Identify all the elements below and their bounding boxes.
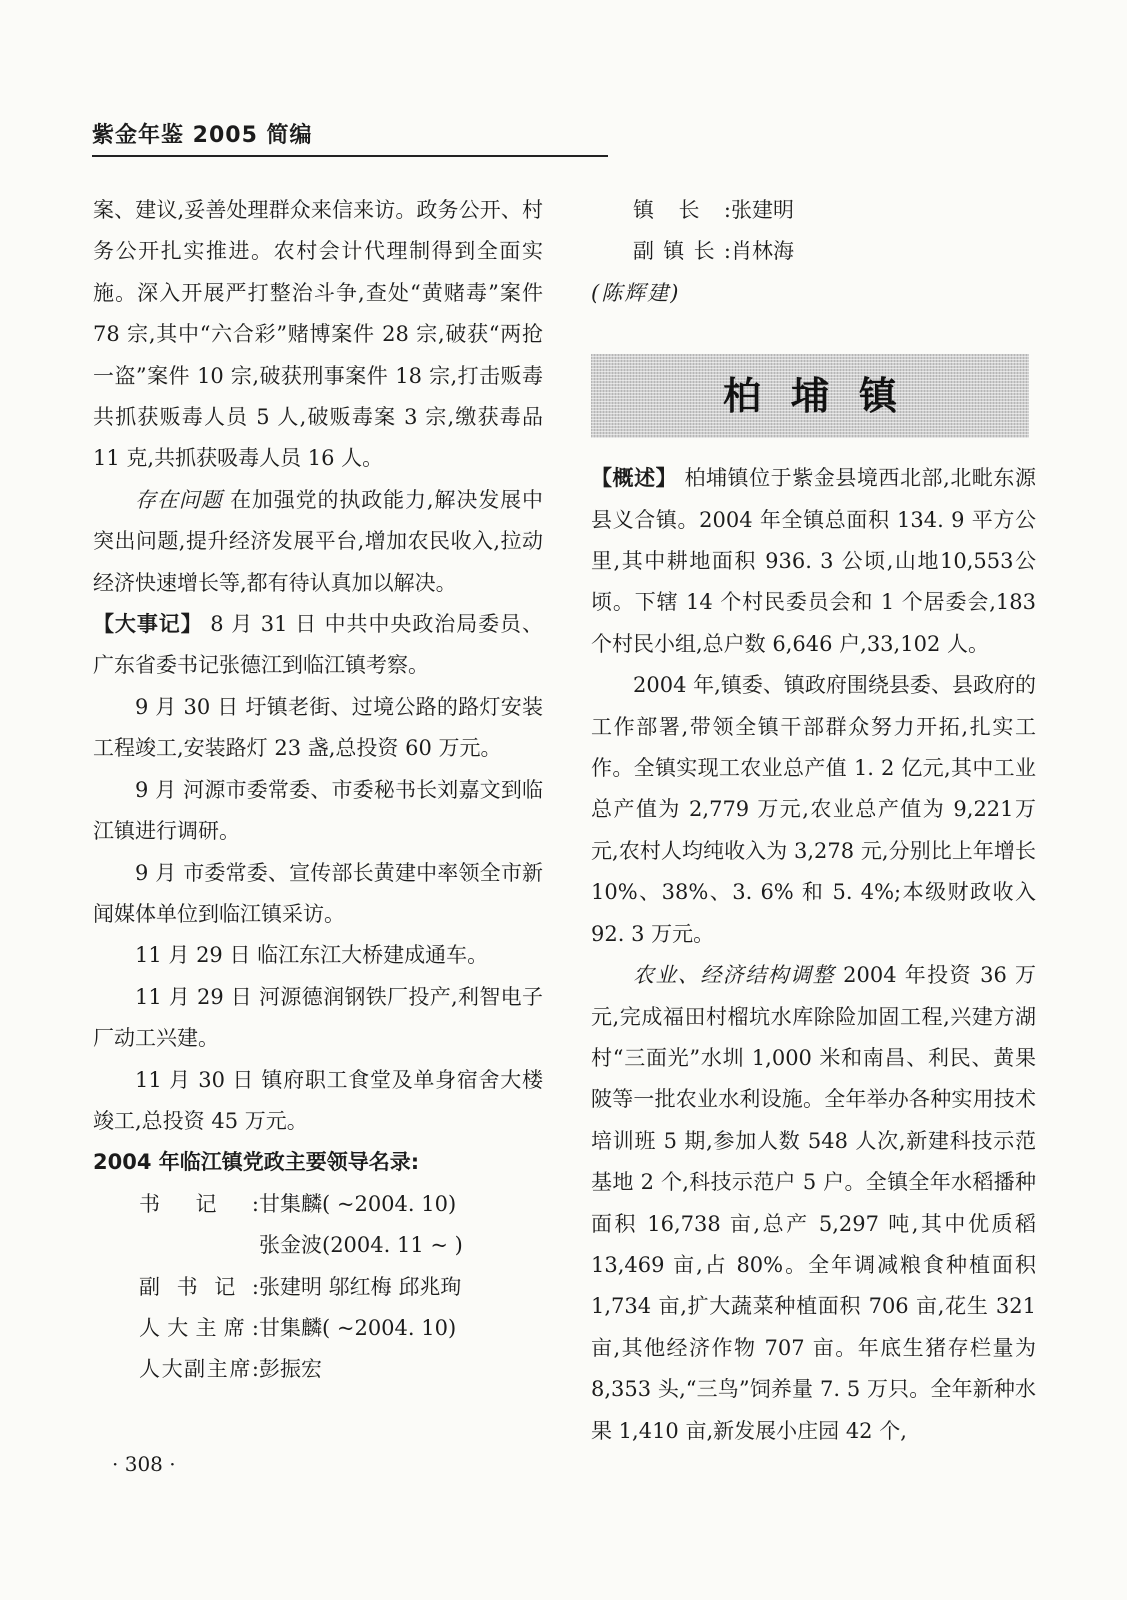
section-heading: 存在问题: [135, 487, 223, 512]
event-item: 9 月 市委常委、宣传部长黄建中率领全市新闻媒体单位到临江镇采访。: [93, 860, 543, 926]
section-heading: 农业、经济结构调整: [633, 963, 835, 988]
overview-paragraph: [591, 458, 1036, 665]
leader-role: 书记:: [139, 1191, 259, 1216]
event-item: 11 月 30 日 镇府职工食堂及单身宿舍大楼竣工,总投资 45 万元。: [93, 1067, 543, 1133]
paragraph-text: 2004 年投资 36 万元,完成福田村榴坑水库除险加固工程,兴建方湖村“三面光”水圳 1,000 米和南昌、利民、黄果陂等一批农业水利设施。全年举办各种实用技术培训班 5 期,参加人数 548 人次,新建科技示范基地 2 个,科技示范户 5 户。全镇全年水稻播种面积 16,738 亩,总产 5,297 吨,其中优质稻 13,469 亩,占 80%。全年调减粮食种植面积 1,734 亩,扩大蔬菜种植面积 706 亩,花生 321 亩,其他经济作物 707 亩。年底生猪存栏量为 8,353 头,“三鸟”饲养量 7. 5 万只。全年新种水果 1,410 亩,新发展小庄园 42 个,: [591, 963, 1036, 1443]
leader-name: 肖林海: [731, 239, 794, 264]
leader-name: 张金波(2004. 11 ~ ): [259, 1233, 463, 1258]
page-number: · 308 ·: [112, 1452, 176, 1476]
leader-row: [591, 231, 1036, 272]
right-column: [591, 190, 1036, 1452]
event-item: 9 月 河源市委常委、市委秘书长刘嘉文到临江镇进行调研。: [93, 777, 543, 844]
event-text: 8 月 31 日 中共中央政治局委员、广东省委书记张德江到临江镇考察。: [93, 612, 543, 678]
leader-row: [93, 1225, 543, 1266]
leader-row: [93, 1308, 543, 1349]
paragraph-text: 柏埔镇位于紫金县境西北部,北毗东源县义合镇。2004 年全镇总面积 134. 9 平方公里,其中耕地面积 936. 3 公顷,山地10,553公顷。下辖 14 个村民委员会和 1 个居委会,183 个村民小组,总户数 6,646 户,33,102 人。: [591, 466, 1036, 656]
leader-role: 人大副主席:: [139, 1357, 259, 1382]
event-item: 9 月 30 日 圩镇老街、过境公路的路灯安装工程竣工,安装路灯 23 盏,总投资 60 万元。: [93, 694, 543, 761]
left-column: [93, 190, 543, 1391]
leader-row: [93, 1349, 543, 1390]
leader-name: 张建明: [731, 198, 794, 222]
leader-row: [93, 1184, 543, 1225]
event-item: 11 月 29 日 河源德润钢铁厂投产,利智电子厂动工兴建。: [93, 984, 543, 1051]
author-byline: (陈辉建): [591, 280, 681, 305]
running-header: 紫金年鉴 2005 简编: [92, 123, 313, 148]
events-tag: 【大事记】: [93, 612, 203, 637]
agriculture-paragraph: [591, 955, 1036, 1452]
leaders-list: [93, 1184, 543, 1391]
leader-row: [591, 190, 1036, 231]
event-item: 11 月 29 日 临江东江大桥建成通车。: [135, 943, 489, 968]
section-title: 柏埔镇: [722, 373, 927, 418]
overview-tag: 【概述】: [591, 466, 678, 491]
paragraph: 2004 年,镇委、镇政府围绕县委、县政府的工作部署,带领全镇干部群众努力开拓,扎实工作。全镇实现工农业总产值 1. 2 亿元,其中工业总产值为 2,779 万元,农业总产值为 9,221万元,农村人均纯收入为 3,278 元,分别比上年增长 10%、38%、3. 6% 和 5. 4%;本级财政收入 92. 3 万元。: [591, 673, 1036, 946]
leader-name: 甘集麟( ~2004. 10): [259, 1191, 457, 1216]
leader-name: 彭振宏: [259, 1357, 322, 1382]
leader-role: 副镇长:: [633, 239, 731, 264]
problems-paragraph: [93, 480, 543, 604]
leader-row: [93, 1267, 543, 1308]
header-rule: [92, 155, 608, 157]
event-item: [93, 604, 543, 687]
section-banner: [591, 354, 1029, 438]
leader-role: 副书记:: [139, 1274, 259, 1299]
paragraph-text: 在加强党的执政能力,解决发展中突出问题,提升经济发展平台,增加农民收入,拉动经济快速增长等,都有待认真加以解决。: [93, 487, 543, 595]
leader-name: 张建明 邬红梅 邱兆珣: [259, 1274, 462, 1299]
leaders-title: 2004 年临江镇党政主要领导名录:: [93, 1150, 420, 1175]
paragraph: 案、建议,妥善处理群众来信来访。政务公开、村务公开扎实推进。农村会计代理制得到全面实施。深入开展严打整治斗争,查处“黄赌毒”案件 78 宗,其中“六合彩”赌博案件 28 宗,破获“两抢一盗”案件 10 宗,破获刑事案件 18 宗,打击贩毒共抓获贩毒人员 5 人,破贩毒案 3 宗,缴获毒品 11 克,共抓获吸毒人员 16 人。: [93, 198, 543, 471]
leader-role: 镇长:: [633, 198, 731, 222]
leader-name: 甘集麟( ~2004. 10): [259, 1315, 457, 1340]
leader-role: 人大主席:: [139, 1315, 259, 1340]
